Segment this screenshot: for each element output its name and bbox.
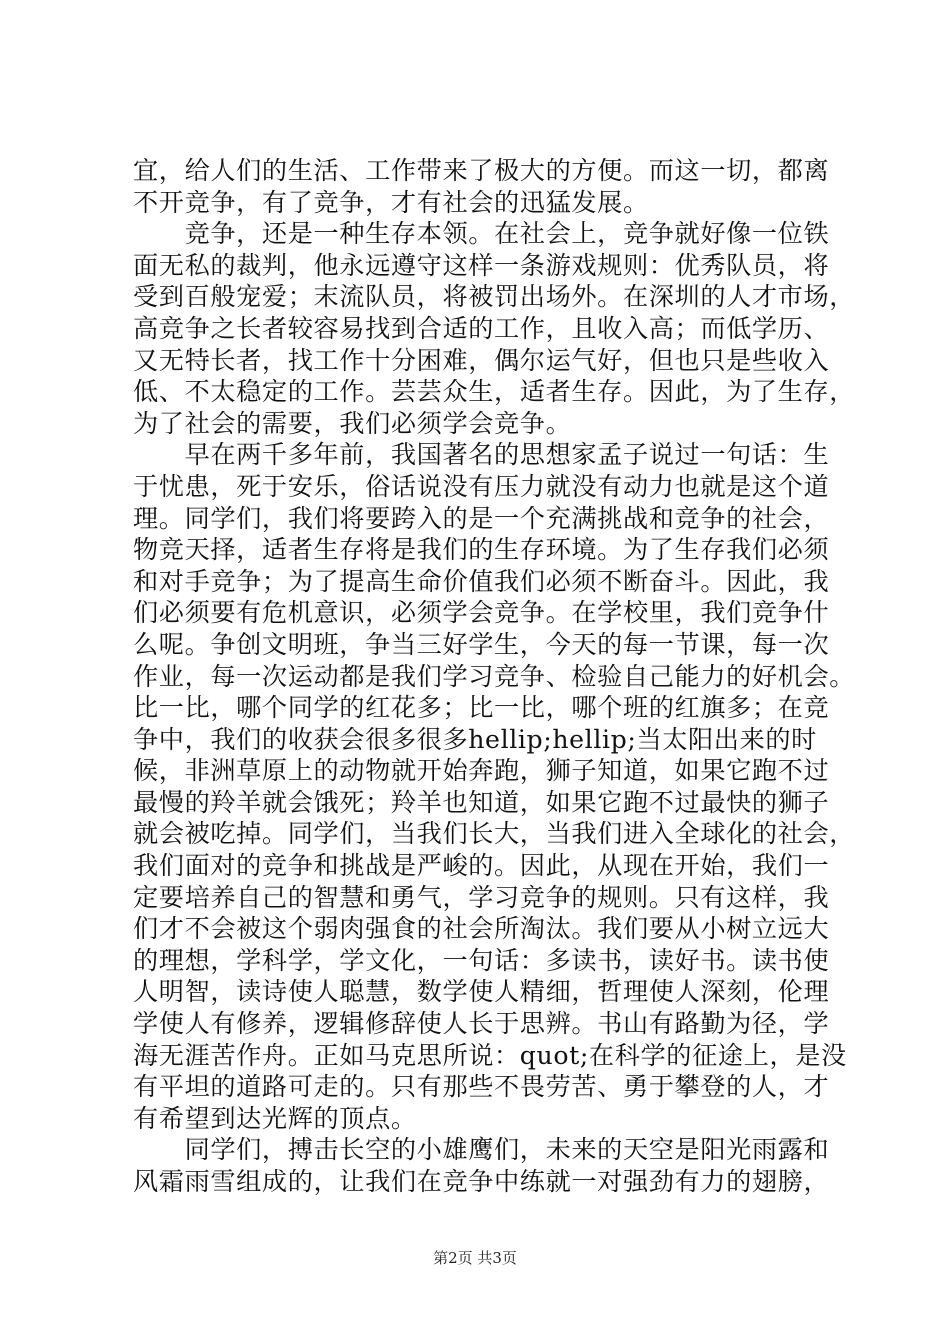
body-text	[133, 155, 856, 1198]
text-line: 高竞争之长者较容易找到合适的工作，且收入高；而低学历、	[133, 313, 830, 343]
text-line: 竞争，还是一种生存本领。在社会上，竞争就好像一位铁	[133, 219, 830, 249]
text-line: 理。同学们，我们将要跨入的是一个充满挑战和竞争的社会，	[133, 503, 830, 533]
text-line: 受到百般宠爱；末流队员，将被罚出场外。在深圳的人才市场，	[133, 282, 856, 312]
text-line: 学使人有修养，逻辑修辞使人长于思辨。书山有路勤为径，学	[133, 1009, 830, 1039]
text-line: 们才不会被这个弱肉强食的社会所淘汰。我们要从小树立远大	[133, 914, 830, 944]
text-line: 作业，每一次运动都是我们学习竞争、检验自己能力的好机会。	[133, 661, 856, 691]
text-line: 我们面对的竞争和挑战是严峻的。因此，从现在开始，我们一	[133, 851, 830, 881]
text-line: 海无涯苦作舟。正如马克思所说：quot;在科学的征途上，是没	[133, 1040, 847, 1070]
text-line: 们必须要有危机意识，必须学会竞争。在学校里，我们竞争什	[133, 598, 830, 628]
text-line: 候，非洲草原上的动物就开始奔跑，狮子知道，如果它跑不过	[133, 756, 830, 786]
text-line: 宜，给人们的生活、工作带来了极大的方便。而这一切，都离	[133, 156, 830, 185]
text-line: 争中，我们的收获会很多很多hellip;hellip;当太阳出来的时	[133, 724, 817, 754]
text-line: 最慢的羚羊就会饿死；羚羊也知道，如果它跑不过最快的狮子	[133, 787, 830, 817]
text-line: 定要培养自己的智慧和勇气，学习竞争的规则。只有这样，我	[133, 882, 830, 912]
text-line: 有平坦的道路可走的。只有那些不畏劳苦、勇于攀登的人，才	[133, 1072, 830, 1102]
text-line: 人明智，读诗使人聪慧，数学使人精细，哲理使人深刻，伦理	[133, 977, 830, 1007]
text-line: 又无特长者，找工作十分困难，偶尔运气好，但也只是些收入	[133, 345, 830, 375]
text-line: 为了社会的需要，我们必须学会竞争。	[133, 408, 572, 438]
text-line: 风霜雨雪组成的，让我们在竞争中练就一对强劲有力的翅膀，	[133, 1167, 830, 1196]
page-footer: 第2页 共3页	[433, 1249, 517, 1267]
text-line: 物竞天择，适者生存将是我们的生存环境。为了生存我们必须	[133, 535, 830, 565]
text-line: 就会被吃掉。同学们，当我们长大，当我们进入全球化的社会，	[133, 819, 856, 849]
text-line: 面无私的裁判，他永远遵守这样一条游戏规则：优秀队员，将	[133, 250, 830, 280]
text-line: 么呢。争创文明班，争当三好学生，今天的每一节课，每一次	[133, 629, 830, 659]
text-line: 不开竞争，有了竞争，才有社会的迅猛发展。	[133, 187, 649, 217]
text-line: 低、不太稳定的工作。芸芸众生，适者生存。因此，为了生存，	[133, 377, 856, 407]
text-line: 比一比，哪个同学的红花多；比一比，哪个班的红旗多；在竞	[133, 693, 830, 723]
text-line: 的理想，学科学，学文化，一句话：多读书，读好书。读书使	[133, 945, 830, 975]
text-line: 和对手竞争；为了提高生命价值我们必须不断奋斗。因此，我	[133, 566, 830, 596]
text-line: 有希望到达光辉的顶点。	[133, 1103, 417, 1133]
text-line: 早在两千多年前，我国著名的思想家孟子说过一句话：生	[133, 440, 830, 470]
text-line: 于忧患，死于安乐，俗话说没有压力就没有动力也就是这个道	[133, 471, 830, 501]
text-line: 同学们，搏击长空的小雄鹰们，未来的天空是阳光雨露和	[133, 1135, 830, 1165]
